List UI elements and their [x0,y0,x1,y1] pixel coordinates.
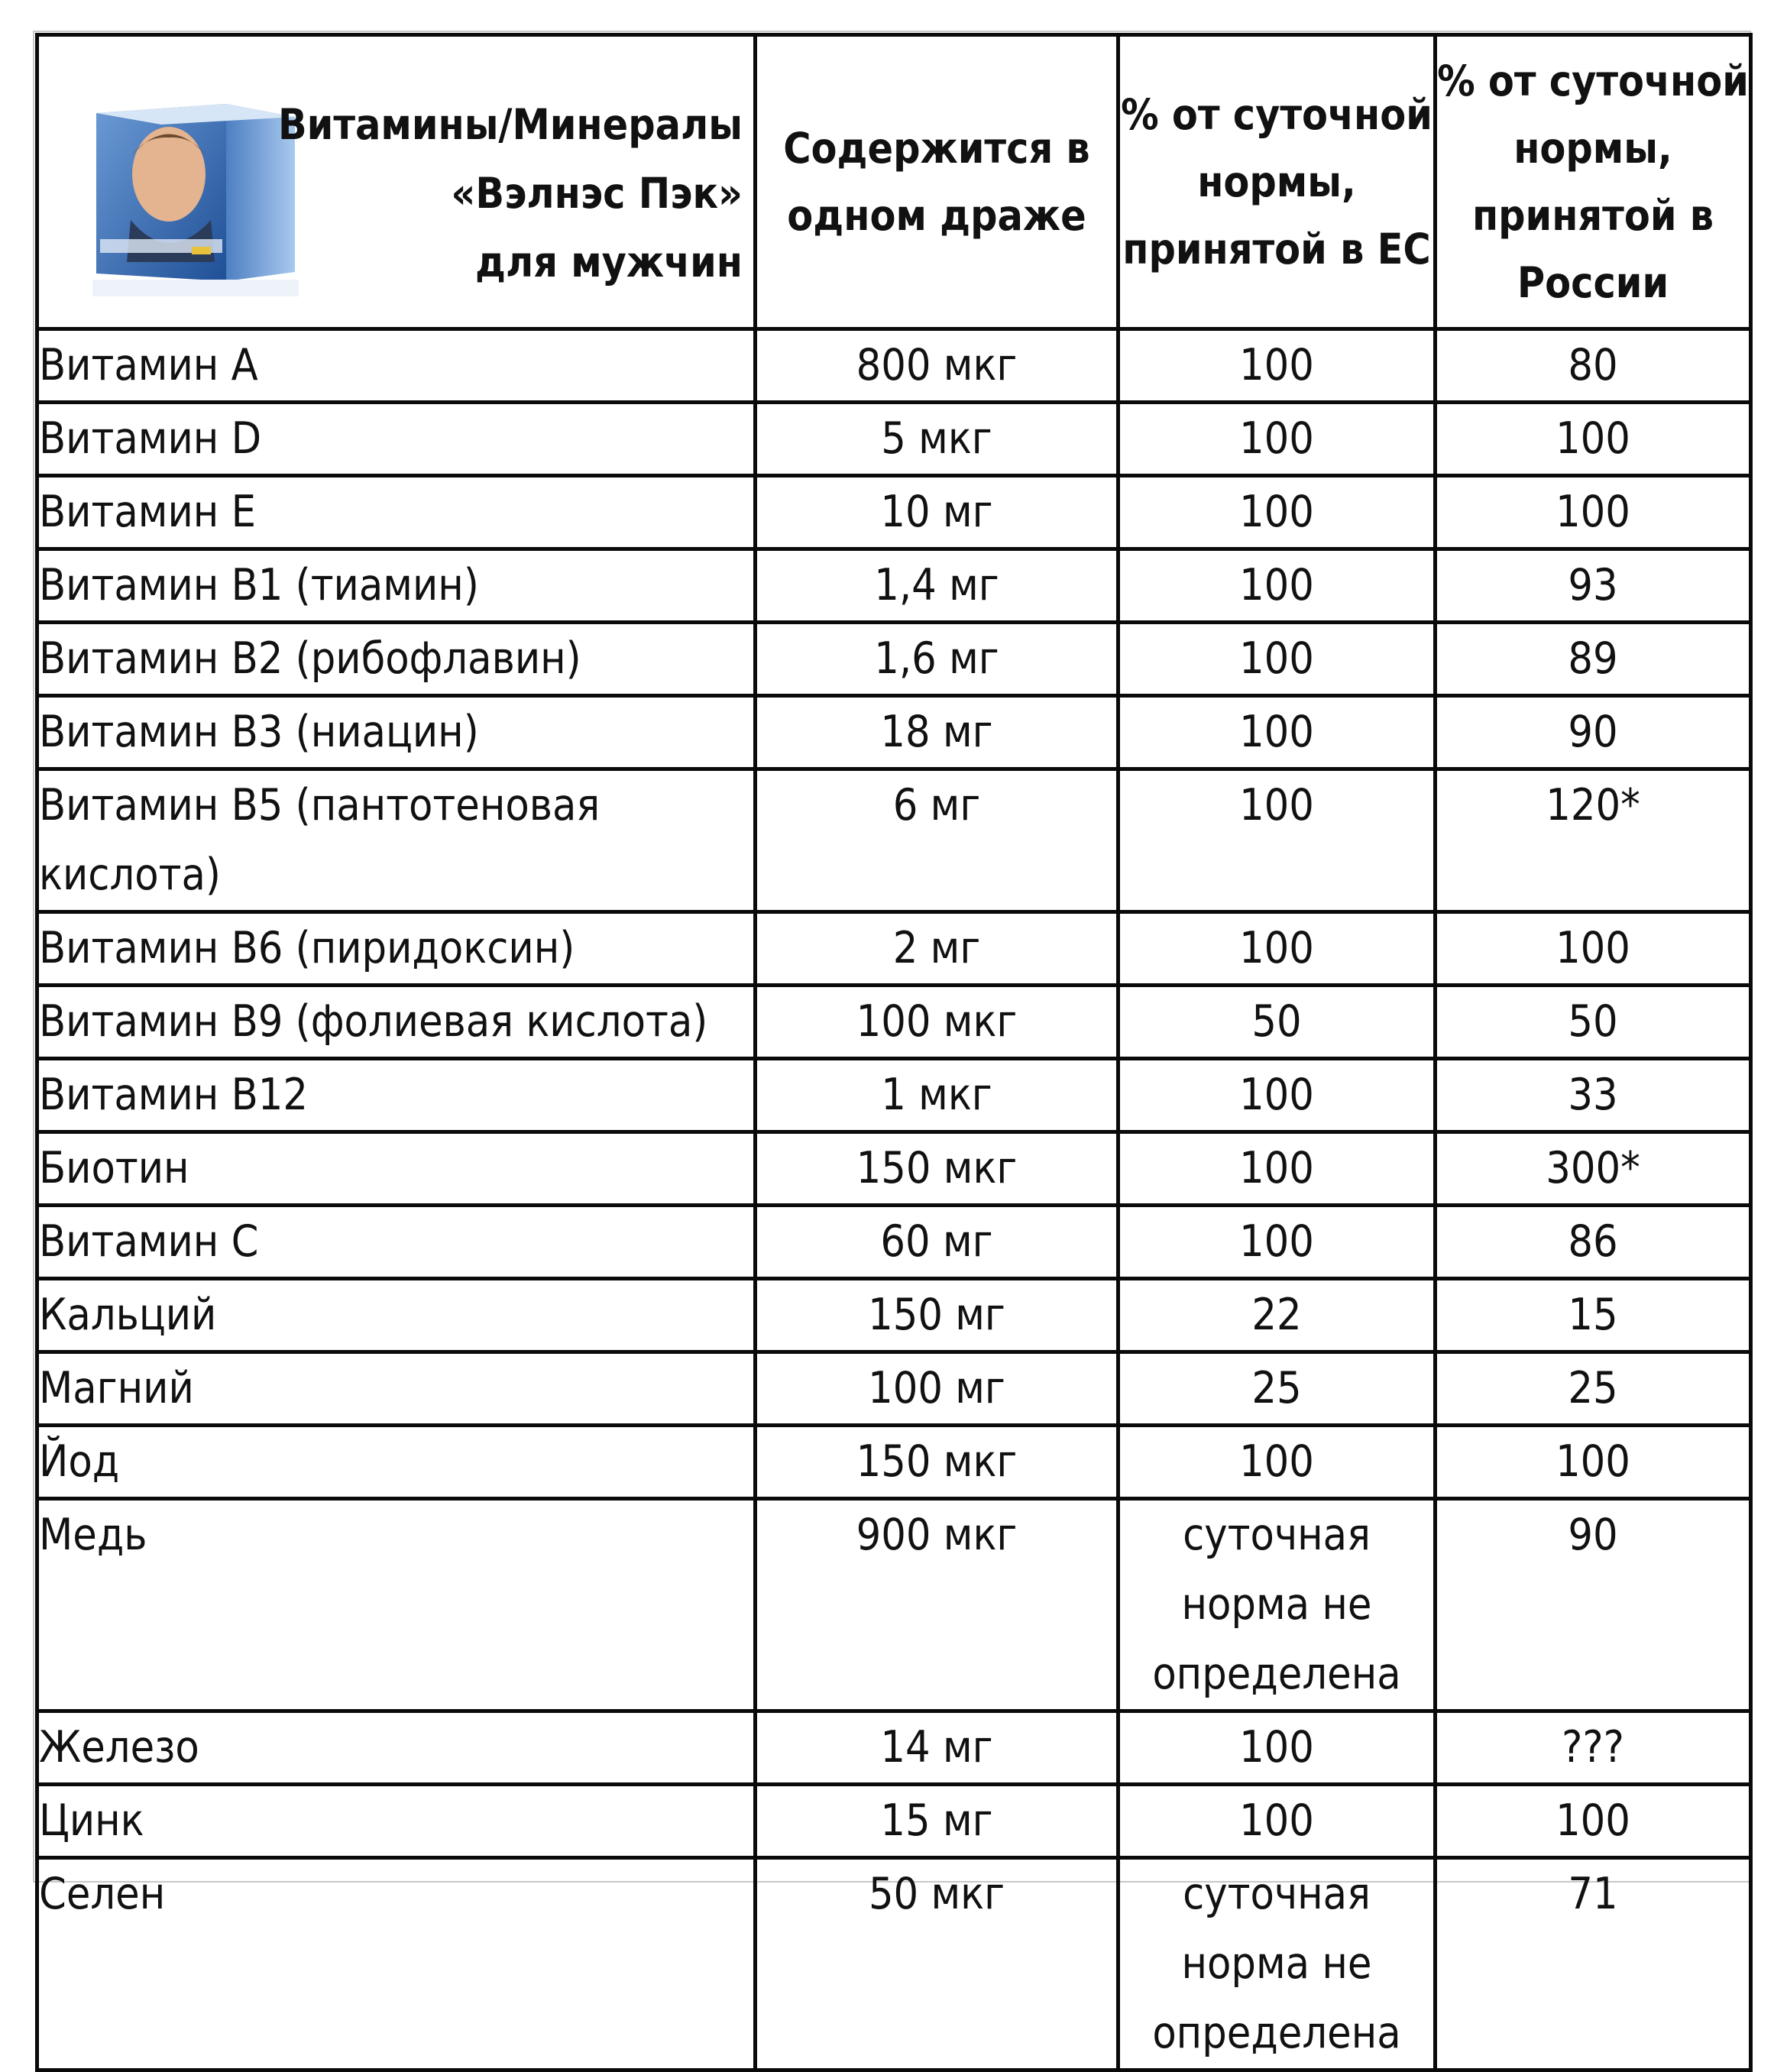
header-col1-line: для мужчин [475,238,743,287]
eu-percent-cell: 100 [1118,769,1436,912]
ru-percent-cell: 100 [1436,403,1751,476]
eu-percent-cell: 50 [1118,986,1436,1059]
table-row [37,1711,1751,1785]
header-ru-percent [1436,35,1751,329]
ru-percent-cell: ??? [1436,1711,1751,1785]
ru-percent-cell: 120* [1436,769,1751,912]
ru-percent-cell: 90 [1436,696,1751,769]
amount-cell: 5 мкг [756,403,1118,476]
nutrient-name-cell: Витамин B6 (пиридоксин) [37,912,756,986]
eu-percent-cell: 100 [1118,1206,1436,1279]
ru-percent-cell: 86 [1436,1206,1751,1279]
header-col1-line: «Вэлнэс Пэк» [451,169,743,218]
amount-cell: 150 мг [756,1279,1118,1352]
header-eu-percent [1118,35,1436,329]
ru-percent-cell: 33 [1436,1059,1751,1132]
table-row [37,1426,1751,1499]
eu-percent-cell: 100 [1118,623,1436,696]
eu-percent-cell: 100 [1118,1785,1436,1858]
header-col3-line: нормы, [1197,157,1356,206]
eu-percent-cell: 22 [1118,1279,1436,1352]
ru-percent-cell: 100 [1436,1426,1751,1499]
nutrient-name-cell: Витамин B3 (ниацин) [37,696,756,769]
ru-percent-cell: 100 [1436,1785,1751,1858]
nutrient-name-cell: Железо [37,1711,756,1785]
table-row [37,696,1751,769]
nutrient-name-cell: Витамин B1 (тиамин) [37,549,756,623]
amount-cell: 18 мг [756,696,1118,769]
amount-cell: 150 мкг [756,1426,1118,1499]
eu-percent-cell: 100 [1118,696,1436,769]
eu-percent-cell: суточная норма не определена [1118,1858,1436,2070]
table-row [37,1059,1751,1132]
nutrient-name-cell: Йод [37,1426,756,1499]
nutrient-name-cell: Витамин B9 (фолиевая кислота) [37,986,756,1059]
product-box-image [77,90,306,304]
amount-cell: 14 мг [756,1711,1118,1785]
header-col4-line: принятой в [1471,191,1714,240]
eu-percent-cell: 100 [1118,329,1436,403]
amount-cell: 100 мкг [756,986,1118,1059]
ru-percent-cell: 300* [1436,1132,1751,1206]
eu-percent-cell: 100 [1118,403,1436,476]
header-col1-text [278,90,743,296]
ru-percent-cell: 93 [1436,549,1751,623]
header-col1-line: Витамины/Минералы [277,100,743,149]
amount-cell: 6 мг [756,769,1118,912]
table-row [37,476,1751,549]
table-row [37,912,1751,986]
table-row [37,769,1751,912]
nutrient-name-cell: Витамин B12 [37,1059,756,1132]
ru-percent-cell: 80 [1436,329,1751,403]
eu-percent-cell: 100 [1118,476,1436,549]
header-product [37,35,756,329]
table-row [37,1132,1751,1206]
nutrient-name-cell: Цинк [37,1785,756,1858]
nutrient-name-cell: Кальций [37,1279,756,1352]
table-row [37,329,1751,403]
nutrient-name-cell: Витамин A [37,329,756,403]
ru-percent-cell: 15 [1436,1279,1751,1352]
nutrient-name-cell: Магний [37,1352,756,1426]
header-col3-line: % от суточной [1121,90,1433,139]
header-amount [756,35,1118,329]
amount-cell: 10 мг [756,476,1118,549]
eu-percent-cell: суточная норма не определена [1118,1499,1436,1711]
eu-percent-cell: 100 [1118,912,1436,986]
nutrient-name-cell: Витамин D [37,403,756,476]
amount-cell: 150 мкг [756,1132,1118,1206]
amount-cell: 900 мкг [756,1499,1118,1711]
nutrient-name-cell: Витамин B5 (пантотеновая кислота) [37,769,756,912]
ru-percent-cell: 89 [1436,623,1751,696]
vitamin-table [35,33,1753,2072]
nutrient-name-cell: Витамин C [37,1206,756,1279]
nutrient-name-cell: Селен [37,1858,756,2070]
header-col4-line: России [1517,258,1669,307]
amount-cell: 1,6 мг [756,623,1118,696]
ru-percent-cell: 25 [1436,1352,1751,1426]
header-col2-line: Содержится в [783,124,1090,173]
table-row [37,1785,1751,1858]
table-row [37,1206,1751,1279]
table-row [37,549,1751,623]
ru-percent-cell: 100 [1436,912,1751,986]
header-row [37,35,1751,329]
header-col2-line: одном драже [787,191,1086,240]
header-col4-line: нормы, [1513,124,1672,173]
amount-cell: 1,4 мг [756,549,1118,623]
table-row [37,1279,1751,1352]
table-row [37,1352,1751,1426]
nutrient-name-cell: Витамин B2 (рибофлавин) [37,623,756,696]
table-row [37,623,1751,696]
nutrient-name-cell: Витамин E [37,476,756,549]
eu-percent-cell: 100 [1118,1426,1436,1499]
header-col4-line: % от суточной [1437,57,1749,105]
eu-percent-cell: 25 [1118,1352,1436,1426]
amount-cell: 15 мг [756,1785,1118,1858]
table-row [37,403,1751,476]
nutrient-name-cell: Биотин [37,1132,756,1206]
amount-cell: 100 мг [756,1352,1118,1426]
amount-cell: 50 мкг [756,1858,1118,2070]
ru-percent-cell: 50 [1436,986,1751,1059]
table-row [37,1858,1751,2070]
nutrient-name-cell: Медь [37,1499,756,1711]
eu-percent-cell: 100 [1118,1711,1436,1785]
ru-percent-cell: 90 [1436,1499,1751,1711]
amount-cell: 800 мкг [756,329,1118,403]
amount-cell: 1 мкг [756,1059,1118,1132]
eu-percent-cell: 100 [1118,1059,1436,1132]
table-row [37,986,1751,1059]
eu-percent-cell: 100 [1118,1132,1436,1206]
ru-percent-cell: 100 [1436,476,1751,549]
eu-percent-cell: 100 [1118,549,1436,623]
amount-cell: 60 мг [756,1206,1118,1279]
table-row [37,1499,1751,1711]
ru-percent-cell: 71 [1436,1858,1751,2070]
amount-cell: 2 мг [756,912,1118,986]
header-col3-line: принятой в ЕС [1122,225,1431,274]
